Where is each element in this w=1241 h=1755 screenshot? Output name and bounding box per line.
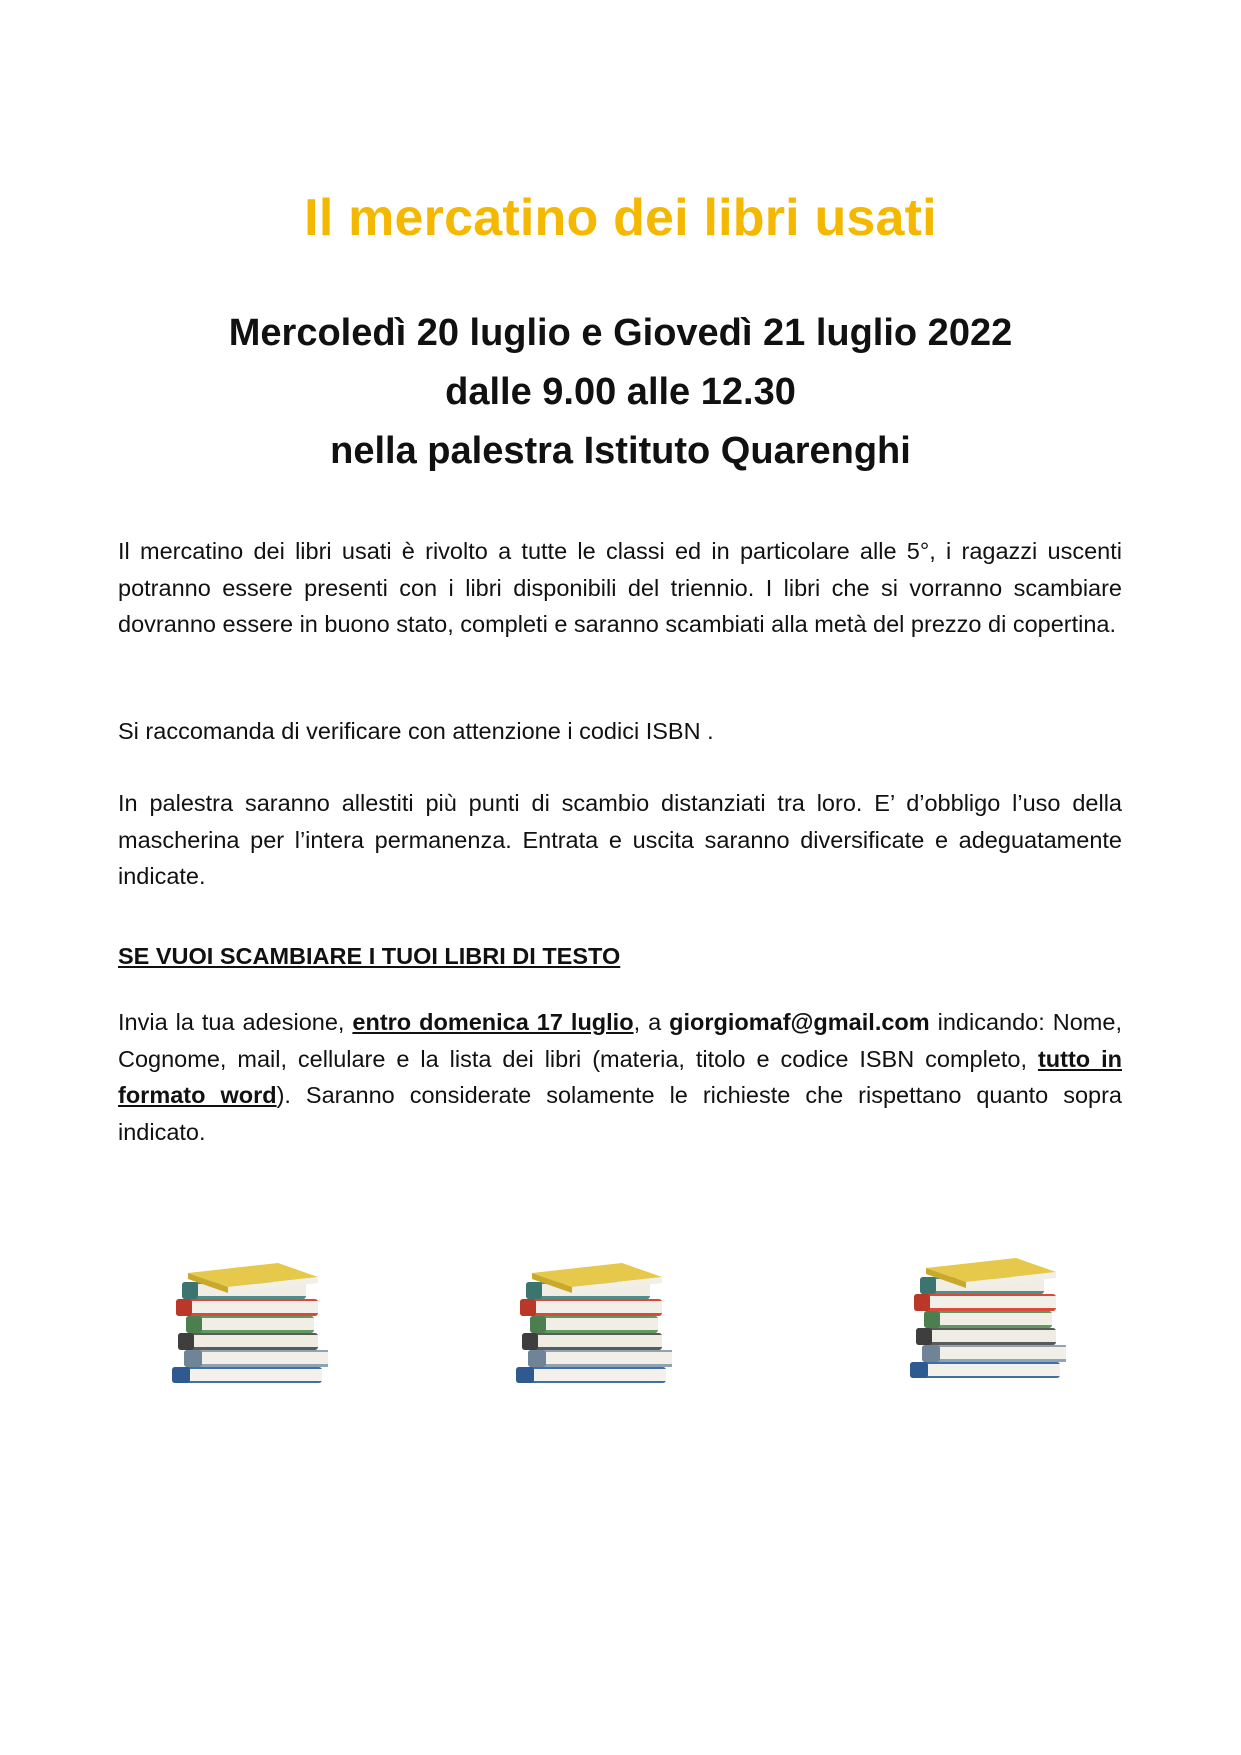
instructions-intro: Invia la tua adesione,	[118, 1009, 353, 1035]
format-requirement: tutto in formato word	[118, 1045, 1122, 1108]
instructions-details: indicando: Nome, Cognome, mail, cellulare e la lista dei libri (materia, titolo e codice ISBN completo,	[118, 1009, 1122, 1072]
intro-paragraph: Il mercatino dei libri usati è rivolto a tutte le classi ed in particolare alle 5°, i ragazzi uscenti potranno essere presenti con i libri disponibili del triennio. I libri che si vorranno scambiare dovranno essere in buono stato, completi e saranno scambiati alla metà del prezzo di copertina.	[118, 538, 1122, 637]
event-time: dalle 9.00 alle 12.30	[445, 371, 796, 413]
instructions-paragraph	[118, 1004, 1122, 1150]
event-dates: Mercoledì 20 luglio e Giovedì 21 luglio 2022	[228, 312, 1013, 354]
isbn-note: Si raccomanda di verificare con attenzione i codici ISBN .	[118, 718, 714, 744]
book-stack-icon	[168, 1255, 328, 1390]
book-stack-icon	[512, 1255, 672, 1390]
section-heading: SE VUOI SCAMBIARE I TUOI LIBRI DI TESTO	[118, 943, 621, 969]
event-details	[0, 304, 1241, 481]
safety-paragraph: In palestra saranno allestiti più punti di scambio distanziati tra loro. E’ d’obbligo l’uso della mascherina per l’intera permanenza. Entrata e uscita saranno diversificate e adeguatamente indicate.	[118, 790, 1122, 889]
contact-email[interactable]: giorgiomaf@gmail.com	[669, 1009, 930, 1035]
deadline-text: entro domenica 17 luglio	[352, 1009, 634, 1035]
event-location: nella palestra Istituto Quarenghi	[330, 430, 911, 472]
instructions-to: , a	[633, 1009, 670, 1035]
page-title: Il mercatino dei libri usati	[304, 189, 937, 247]
instructions-closing: ). Saranno considerate solamente le richieste che rispettano quanto sopra indicato.	[118, 1082, 1122, 1145]
book-stack-icon	[906, 1250, 1066, 1385]
